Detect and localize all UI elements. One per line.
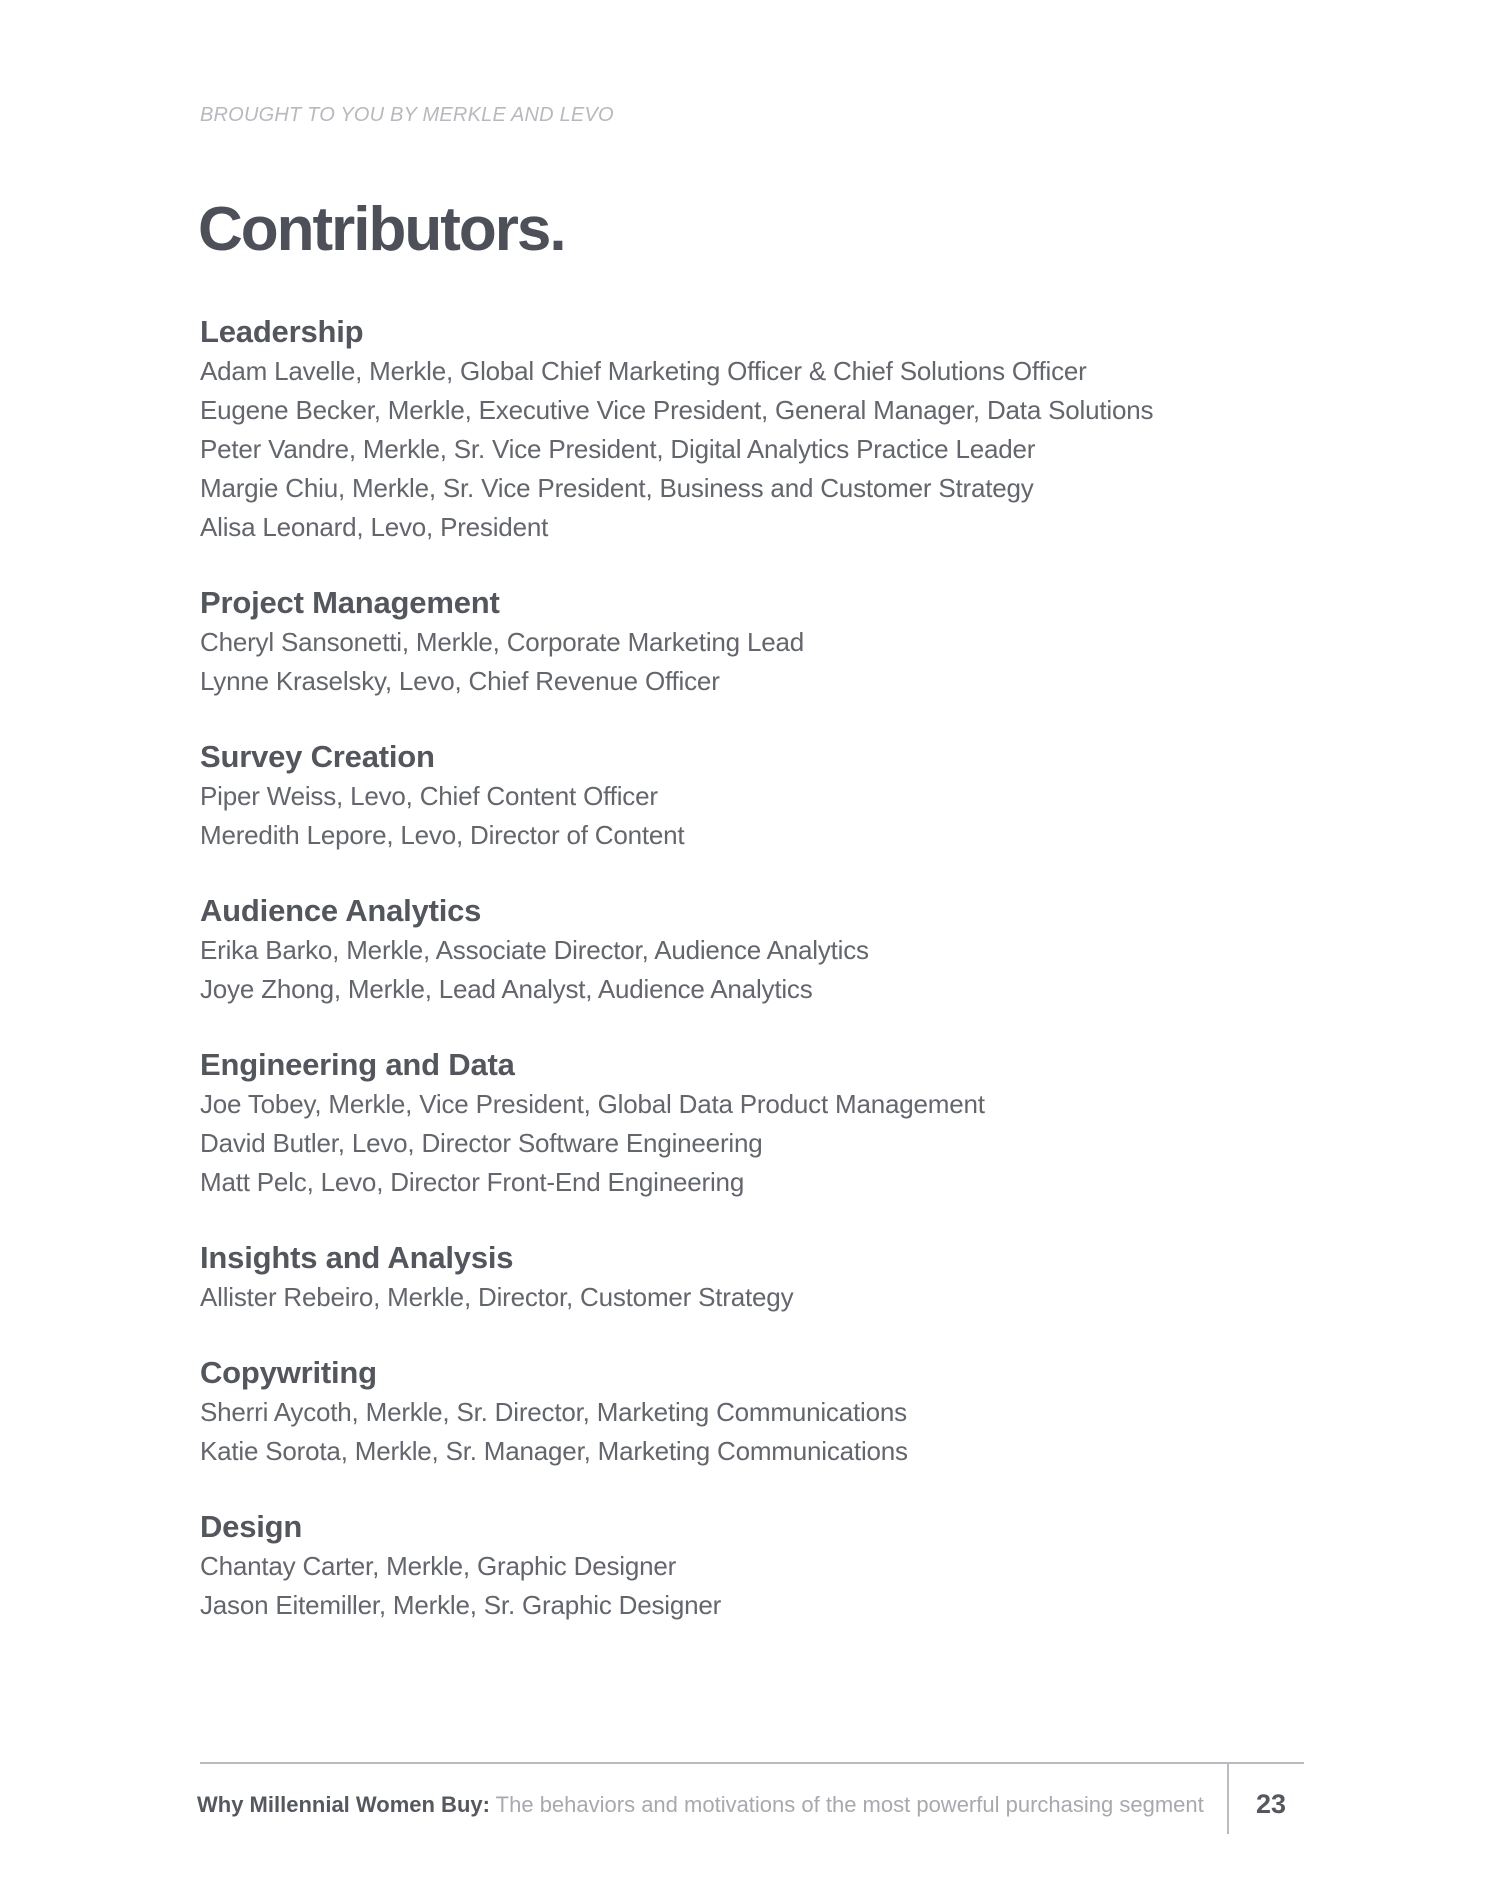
section-survey-creation: [200, 737, 1320, 855]
member-entry: Joye Zhong, Merkle, Lead Analyst, Audience Analytics: [200, 974, 813, 1004]
section-heading: Copywriting: [200, 1355, 377, 1390]
member-list: [200, 1393, 1320, 1471]
member-entry: Cheryl Sansonetti, Merkle, Corporate Marketing Lead: [200, 627, 804, 657]
section-leadership: [200, 312, 1320, 547]
member-list: [200, 1547, 1320, 1625]
member-entry: Margie Chiu, Merkle, Sr. Vice President, Business and Customer Strategy: [200, 473, 1034, 503]
page-number: 23: [1256, 1789, 1287, 1819]
section-heading: Project Management: [200, 585, 500, 620]
member-entry: Chantay Carter, Merkle, Graphic Designer: [200, 1551, 677, 1581]
section-design: [200, 1507, 1320, 1625]
member-entry: Alisa Leonard, Levo, President: [200, 512, 549, 542]
member-entry: Meredith Lepore, Levo, Director of Content: [200, 820, 685, 850]
member-entry: Adam Lavelle, Merkle, Global Chief Marketing Officer & Chief Solutions Officer: [200, 356, 1087, 386]
page-title: Contributors.: [198, 195, 565, 264]
footer-divider-line: [200, 1762, 1304, 1764]
report-subtitle: The behaviors and motivations of the most powerful purchasing segment: [495, 1792, 1204, 1817]
member-list: [200, 1085, 1320, 1202]
member-entry: Joe Tobey, Merkle, Vice President, Global Data Product Management: [200, 1089, 985, 1119]
section-audience-analytics: [200, 891, 1320, 1009]
member-entry: Jason Eitemiller, Merkle, Sr. Graphic Designer: [200, 1590, 722, 1620]
member-list: [200, 1278, 1320, 1317]
section-copywriting: [200, 1353, 1320, 1471]
footer-title: [197, 1790, 1204, 1820]
section-engineering-and-data: [200, 1045, 1320, 1202]
member-entry: Eugene Becker, Merkle, Executive Vice President, General Manager, Data Solutions: [200, 395, 1154, 425]
section-heading: Design: [200, 1509, 303, 1544]
member-entry: Sherri Aycoth, Merkle, Sr. Director, Marketing Communications: [200, 1397, 907, 1427]
member-entry: Piper Weiss, Levo, Chief Content Officer: [200, 781, 658, 811]
contributors-sections: [200, 312, 1320, 1625]
member-entry: Erika Barko, Merkle, Associate Director, Audience Analytics: [200, 935, 869, 965]
member-entry: Matt Pelc, Levo, Director Front-End Engineering: [200, 1167, 745, 1197]
section-project-management: [200, 583, 1320, 701]
member-list: [200, 931, 1320, 1009]
member-list: [200, 777, 1320, 855]
report-title: Why Millennial Women Buy:: [197, 1792, 490, 1817]
section-insights-and-analysis: [200, 1238, 1320, 1317]
member-entry: David Butler, Levo, Director Software Engineering: [200, 1128, 763, 1158]
publisher-kicker: BROUGHT TO YOU BY MERKLE AND LEVO: [200, 104, 614, 126]
member-list: [200, 623, 1320, 701]
member-entry: Allister Rebeiro, Merkle, Director, Customer Strategy: [200, 1282, 794, 1312]
member-entry: Peter Vandre, Merkle, Sr. Vice President, Digital Analytics Practice Leader: [200, 434, 1036, 464]
section-heading: Insights and Analysis: [200, 1240, 514, 1275]
member-entry: Katie Sorota, Merkle, Sr. Manager, Marketing Communications: [200, 1436, 908, 1466]
footer-vertical-divider: [1227, 1764, 1229, 1834]
section-heading: Survey Creation: [200, 739, 435, 774]
section-heading: Engineering and Data: [200, 1047, 515, 1082]
section-heading: Audience Analytics: [200, 893, 482, 928]
member-entry: Lynne Kraselsky, Levo, Chief Revenue Officer: [200, 666, 720, 696]
section-heading: Leadership: [200, 314, 364, 349]
member-list: [200, 352, 1320, 547]
